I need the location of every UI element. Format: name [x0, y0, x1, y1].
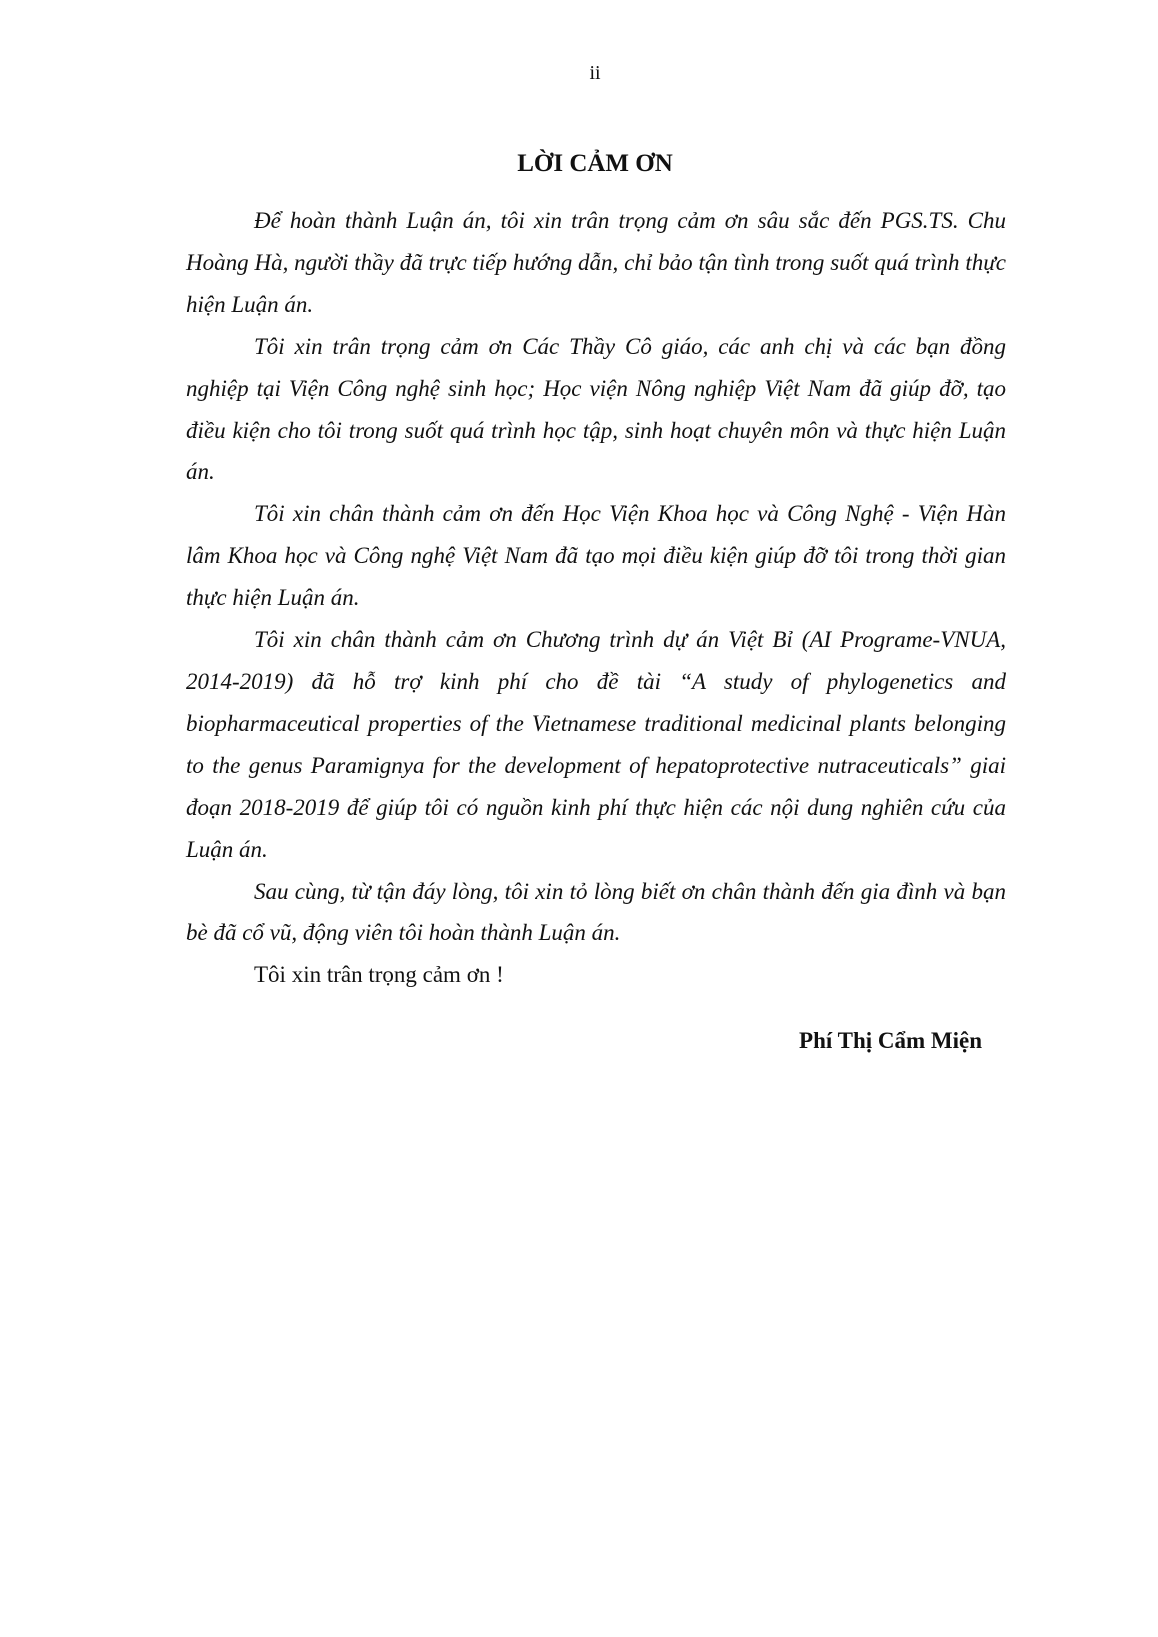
paragraph-closing: Tôi xin trân trọng cảm ơn ! [254, 962, 504, 988]
paragraph-funding: Tôi xin chân thành cảm ơn Chương trình dự án Việt Bỉ (AI Programe-VNUA, 2014-2019) đã hỗ trợ kinh phí cho đề tài “A study of phylogenetics and biopharmaceutical properties of the Vietnamese traditional medicinal plants belonging to the genus Paramignya for the development of hepatoprotective nutraceuticals” giai đoạn 2018-2019 để giúp tôi có nguồn kinh phí thực hiện các nội dung nghiên cứu của Luận án. [186, 627, 1006, 862]
page-number: ii [589, 62, 601, 84]
paragraph-teachers: Tôi xin trân trọng cảm ơn Các Thầy Cô giáo, các anh chị và các bạn đồng nghiệp tại Viện Công nghệ sinh học; Học viện Nông nghiệp Việt Nam đã giúp đỡ, tạo điều kiện cho tôi trong suốt quá trình học tập, sinh hoạt chuyên môn và thực hiện Luận án. [186, 333, 1006, 485]
paragraph-family: Sau cùng, từ tận đáy lòng, tôi xin tỏ lòng biết ơn chân thành đến gia đình và bạn bè đã cổ vũ, động viên tôi hoàn thành Luận án. [186, 878, 1006, 946]
author-signature: Phí Thị Cẩm Miện [799, 1028, 982, 1053]
paragraph-advisor: Để hoàn thành Luận án, tôi xin trân trọng cảm ơn sâu sắc đến PGS.TS. Chu Hoàng Hà, người thầy đã trực tiếp hướng dẫn, chỉ bảo tận tình trong suốt quá trình thực hiện Luận án. [186, 208, 1006, 317]
acknowledgement-body [186, 200, 1006, 996]
page-title: LỜI CẢM ƠN [517, 150, 673, 177]
paragraph-academy: Tôi xin chân thành cảm ơn đến Học Viện Khoa học và Công Nghệ - Viện Hàn lâm Khoa học và Công nghệ Việt Nam đã tạo mọi điều kiện giúp đỡ tôi trong thời gian thực hiện Luận án. [186, 501, 1006, 611]
